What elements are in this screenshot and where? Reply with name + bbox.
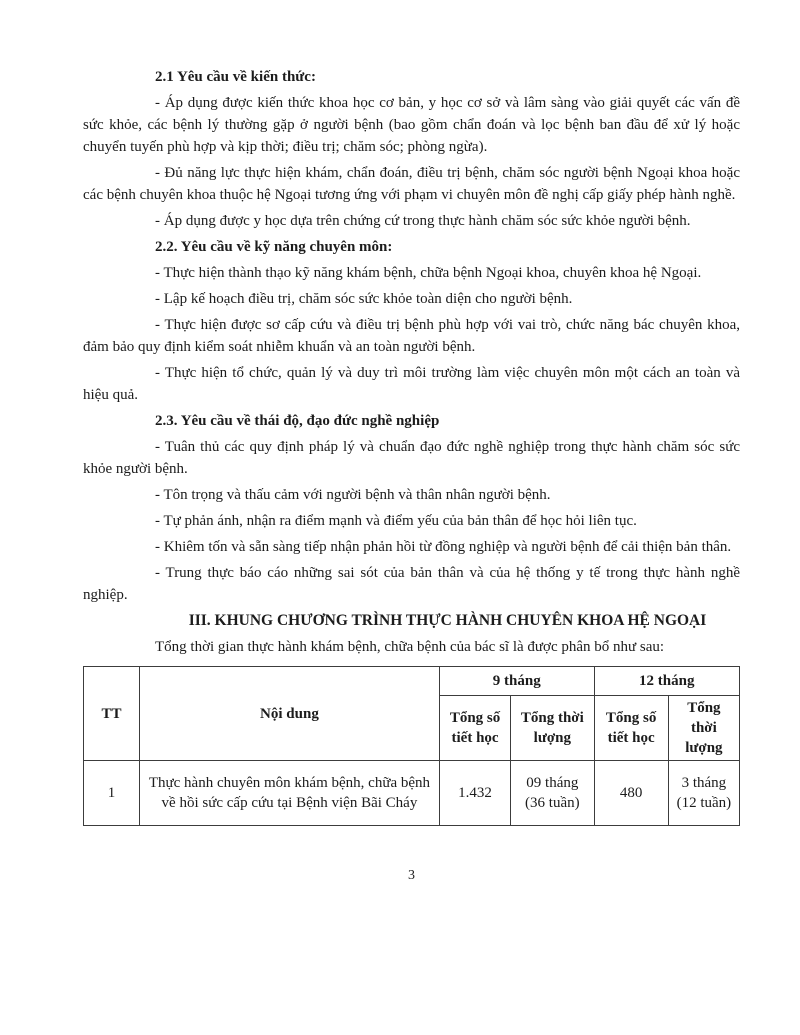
paragraph: - Khiêm tốn và sẵn sàng tiếp nhận phản hồi từ đồng nghiệp và người bệnh để cải thiện bản thân.	[155, 539, 732, 555]
paragraph: - Áp dụng được kiến thức khoa học cơ bản, y học cơ sở và lâm sàng vào giải quyết các vấn đề sức khỏe, các bệnh lý thường gặp ở người bệnh (bao gồm chẩn đoán và lọc bệnh ban đầu để xử lý hoặc chuyển tuyến phù hợp và kịp thời; điều trị; chăm sóc; phòng ngừa).	[83, 95, 740, 155]
col-header-noi-dung: Nội dung	[139, 667, 439, 761]
chapter-heading: III. KHUNG CHƯƠNG TRÌNH THỰC HÀNH CHUYÊN KHOA HỆ NGOẠI	[188, 612, 707, 629]
table-row	[84, 761, 740, 826]
training-schedule-table	[83, 666, 740, 826]
col-header-tong-thoi-luong-9: Tổng thời lượng	[511, 696, 594, 761]
col-header-tong-so-tiet-hoc-9: Tổng số tiết học	[439, 696, 510, 761]
cell-noi-dung: Thực hành chuyên môn khám bệnh, chữa bệnh về hồi sức cấp cứu tại Bệnh viện Bãi Cháy	[139, 761, 439, 826]
intro-paragraph: Tổng thời gian thực hành khám bệnh, chữa bệnh của bác sĩ là được phân bổ như sau:	[155, 639, 665, 655]
col-header-tong-so-tiet-hoc-12: Tổng số tiết học	[594, 696, 668, 761]
paragraph: - Thực hiện thành thạo kỹ năng khám bệnh, chữa bệnh Ngoại khoa, chuyên khoa hệ Ngoại.	[155, 265, 702, 281]
paragraph: - Tự phản ánh, nhận ra điểm mạnh và điểm yếu của bản thân để học hỏi liên tục.	[155, 513, 637, 529]
section-heading-2-3: 2.3. Yêu cầu về thái độ, đạo đức nghề nghiệp	[155, 413, 440, 429]
paragraph: - Đủ năng lực thực hiện khám, chẩn đoán, điều trị bệnh, chăm sóc người bệnh Ngoại khoa hoặc các bệnh chuyên khoa thuộc hệ Ngoại tương ứng với phạm vi chuyên môn đề nghị cấp giấy phép hành nghề.	[83, 165, 740, 203]
paragraph: - Lập kế hoạch điều trị, chăm sóc sức khỏe toàn diện cho người bệnh.	[155, 291, 573, 307]
cell-tiet-hoc-9: 1.432	[439, 761, 510, 826]
cell-thoi-luong-9: 09 tháng (36 tuần)	[511, 761, 594, 826]
paragraph: - Thực hiện được sơ cấp cứu và điều trị bệnh phù hợp với vai trò, chức năng bác chuyên khoa, đảm bảo quy định kiểm soát nhiễm khuẩn và an toàn người bệnh.	[83, 317, 740, 355]
cell-thoi-luong-12: 3 tháng (12 tuần)	[668, 761, 739, 826]
col-group-9-thang: 9 tháng	[439, 667, 594, 696]
paragraph: - Áp dụng được y học dựa trên chứng cứ trong thực hành chăm sóc sức khỏe người bệnh.	[155, 213, 691, 229]
col-header-tt: TT	[84, 667, 140, 761]
paragraph: - Trung thực báo cáo những sai sót của bản thân và của hệ thống y tế trong thực hành nghề nghiệp.	[83, 565, 740, 603]
paragraph: - Thực hiện tổ chức, quản lý và duy trì môi trường làm việc chuyên môn một cách an toàn và hiệu quả.	[83, 365, 740, 403]
cell-tt: 1	[84, 761, 140, 826]
cell-tiet-hoc-12: 480	[594, 761, 668, 826]
section-heading-2-1: 2.1 Yêu cầu về kiến thức:	[155, 69, 316, 85]
page-number: 3	[408, 868, 415, 883]
col-group-12-thang: 12 tháng	[594, 667, 739, 696]
col-header-tong-thoi-luong-12: Tổng thời lượng	[668, 696, 739, 761]
section-heading-2-2: 2.2. Yêu cầu về kỹ năng chuyên môn:	[155, 239, 393, 255]
paragraph: - Tuân thủ các quy định pháp lý và chuẩn đạo đức nghề nghiệp trong thực hành chăm sóc sức khỏe người bệnh.	[83, 439, 740, 477]
paragraph: - Tôn trọng và thấu cảm với người bệnh và thân nhân người bệnh.	[155, 487, 551, 503]
